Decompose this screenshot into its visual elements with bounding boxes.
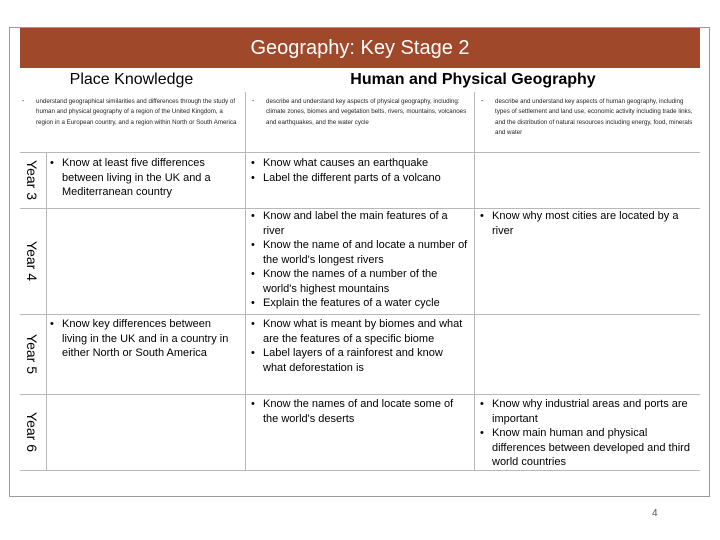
bullet: • — [251, 297, 255, 309]
list-item: • Know at least five differences between living in the UK and a Mediterranean country — [50, 157, 211, 198]
list-item: • Know the names of a number of the world's highest mountains — [251, 268, 438, 295]
row-divider — [20, 152, 700, 153]
bullet: • — [50, 157, 54, 169]
bullet: • — [251, 398, 255, 410]
objective-physical-geography — [252, 97, 470, 128]
row-divider — [20, 314, 700, 315]
list-item: • Know key differences between living in the UK and in a country in either North or South America — [50, 318, 229, 359]
list-item: • Know the names of and locate some of the world's deserts — [251, 398, 454, 425]
list-item: • Know and label the main features of a river — [251, 210, 448, 237]
year-5-place-knowledge — [50, 317, 238, 361]
year-5-physical-geography — [251, 317, 469, 375]
year-6-human-geography — [480, 397, 698, 470]
page-number: 4 — [652, 508, 658, 519]
bullet: • — [480, 398, 484, 410]
objective-text: describe and understand key aspects of physical geography, including: climate zones, biomes and vegetation belts, rivers, mountains, volcanoes and earthquakes, and the water cycle — [266, 98, 467, 126]
year-label-3: Year 3 — [24, 160, 40, 200]
list-item: • Know the name of and locate a number of the world's longest rivers — [251, 239, 468, 266]
column-header-human-physical: Human and Physical Geography — [246, 68, 700, 92]
year-4-physical-geography — [251, 209, 469, 311]
year-6-physical-geography — [251, 397, 469, 426]
bullet: • — [251, 268, 255, 280]
list-item: • Label the different parts of a volcano — [251, 171, 441, 184]
year-label-4: Year 4 — [24, 241, 40, 281]
row-divider — [20, 470, 700, 471]
bullet: • — [251, 157, 255, 169]
objective-place-knowledge — [22, 97, 240, 128]
page-title: Geography: Key Stage 2 — [20, 28, 700, 68]
bullet: • — [251, 210, 255, 222]
bullet: • — [251, 347, 255, 359]
bullet: • — [480, 210, 484, 222]
year-label-5: Year 5 — [24, 334, 40, 374]
column-header-place-knowledge: Place Knowledge — [20, 68, 243, 92]
bullet: • — [251, 239, 255, 251]
list-item: • Explain the features of a water cycle — [251, 297, 440, 309]
objective-text: understand geographical similarities and differences through the study of human and physical geography of a region of the United Kingdom, a region in a European country, and a region within North or South America — [36, 98, 237, 126]
year-label-6: Year 6 — [24, 412, 40, 452]
year-3-place-knowledge — [50, 156, 236, 200]
bullet: • — [480, 427, 484, 439]
bullet: • — [251, 171, 255, 184]
bullet-dash: - — [252, 98, 255, 105]
column-divider — [474, 92, 475, 470]
year-3-physical-geography — [251, 156, 469, 185]
year-4-human-geography — [480, 209, 698, 238]
list-item: • Know why most cities are located by a river — [480, 210, 679, 237]
list-item: • Know what is meant by biomes and what are the features of a specific biome — [251, 318, 463, 345]
list-item: • Label layers of a rainforest and know what deforestation is — [251, 347, 443, 374]
list-item: • Know main human and physical differences between developed and third world countries — [480, 427, 690, 468]
list-item: • Know what causes an earthquake — [251, 157, 429, 169]
bullet-dash: - — [22, 98, 25, 105]
objective-human-geography — [481, 97, 697, 139]
row-divider — [20, 394, 700, 395]
bullet-dash: - — [481, 98, 484, 105]
bullet: • — [50, 318, 54, 330]
bullet: • — [251, 318, 255, 330]
column-divider — [245, 92, 246, 470]
year-column-divider — [46, 152, 47, 470]
objective-text: describe and understand key aspects of human geography, including types of settlement and land use, economic activity including trade links, and the distribution of natural resources including energy, food, minerals and water — [495, 98, 693, 137]
list-item: • Know why industrial areas and ports are important — [480, 398, 688, 425]
